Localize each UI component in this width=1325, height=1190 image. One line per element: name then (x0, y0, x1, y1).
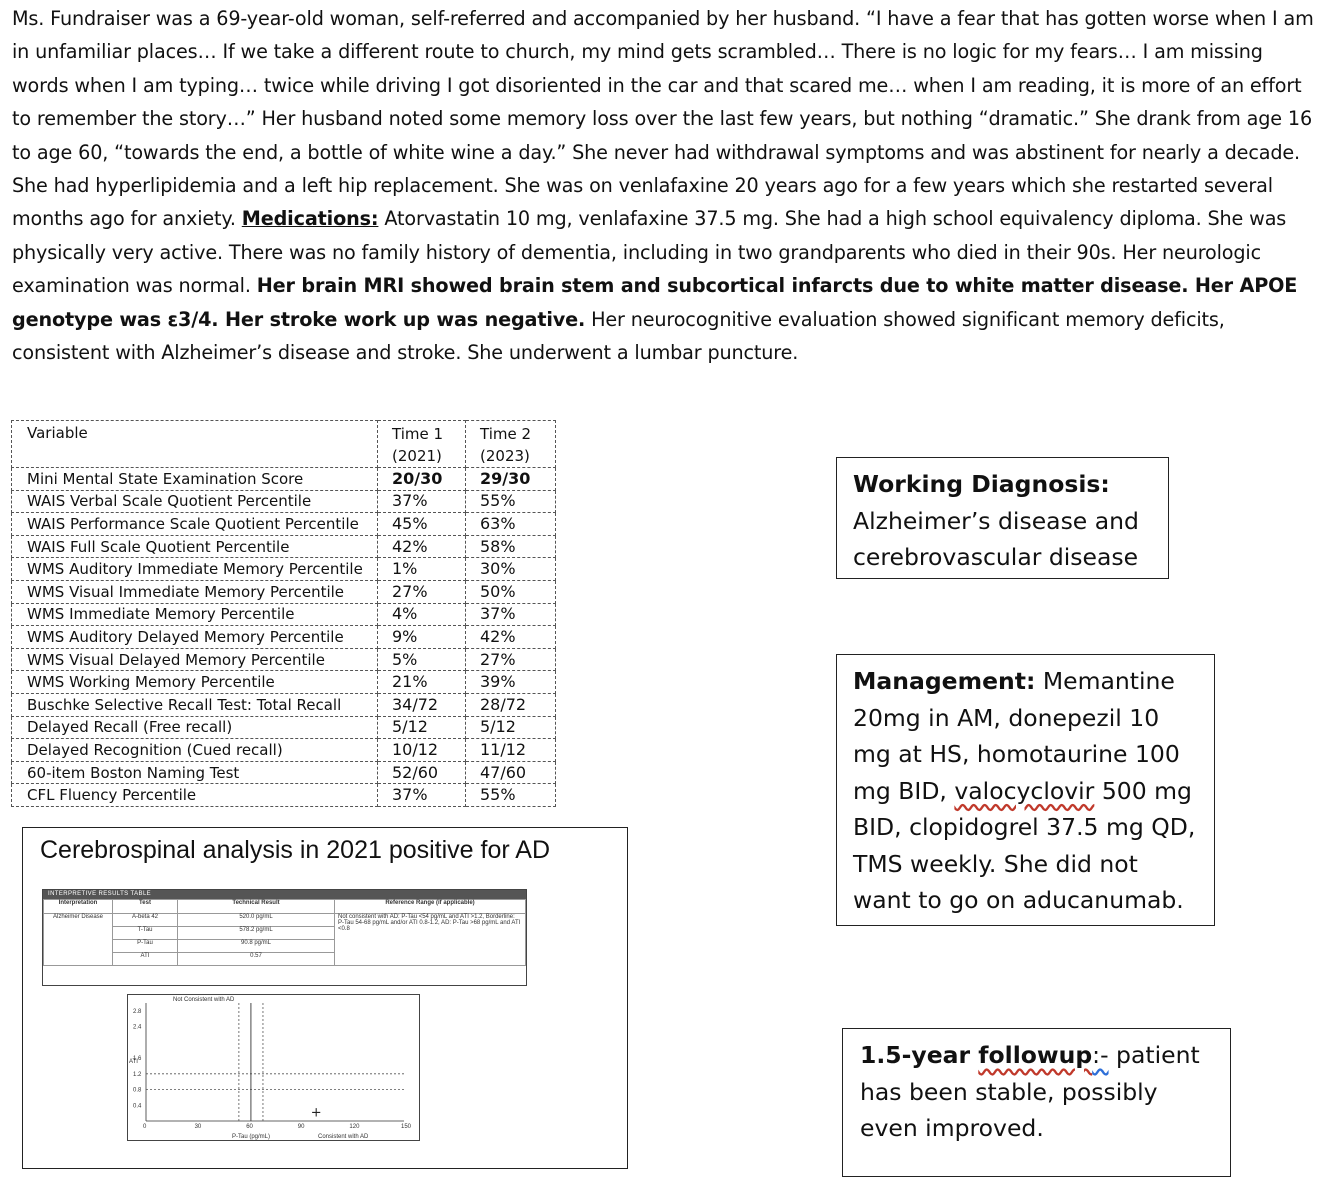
table-row (12, 468, 556, 491)
plot-x-tick-label: 120 (349, 1124, 360, 1130)
medications-label: Medications: (241, 207, 379, 231)
table-row (12, 671, 556, 694)
cell-time1: 45% (378, 513, 466, 536)
cell-variable: Delayed Recognition (Cued recall) (12, 739, 378, 762)
csf-result: 578.2 pg/mL (178, 927, 335, 940)
cell-variable: WMS Visual Delayed Memory Percentile (12, 648, 378, 671)
cell-time1: 5/12 (378, 716, 466, 739)
cell-time1: 10/12 (378, 739, 466, 762)
cell-time1: 34/72 (378, 693, 466, 716)
cell-time2: 39% (466, 671, 556, 694)
csf-row (44, 914, 526, 927)
plot-top-label: Not Consistent with AD (173, 997, 235, 1003)
cell-variable: CFL Fluency Percentile (12, 784, 378, 807)
plot-data-point: + (310, 1105, 322, 1121)
cell-variable: WMS Working Memory Percentile (12, 671, 378, 694)
header-time1-label: Time 1 (392, 425, 444, 443)
csf-analysis-panel (22, 827, 628, 1169)
cell-variable: 60-item Boston Naming Test (12, 761, 378, 784)
cell-variable: Mini Mental State Examination Score (12, 468, 378, 491)
cell-time2: 63% (466, 513, 556, 536)
cell-variable: WAIS Full Scale Quotient Percentile (12, 535, 378, 558)
cell-time1: 1% (378, 558, 466, 581)
plot-x-tick-label: 90 (297, 1124, 305, 1130)
cell-variable: WAIS Verbal Scale Quotient Percentile (12, 490, 378, 513)
followup-text: patient has been stable, possibly even improved. (860, 1041, 1200, 1142)
narrative-text-3: Her neurocognitive evaluation showed significant memory deficits, consistent with Alzheimer’s disease and stroke. She underwent a lumbar puncture. (12, 307, 1225, 365)
csf-test: T-Tau (113, 927, 178, 940)
cell-time1: 37% (378, 490, 466, 513)
table-row (12, 490, 556, 513)
plot-y-tick-label: 0.8 (133, 1087, 142, 1094)
cell-time1: 37% (378, 784, 466, 807)
cell-variable: WMS Auditory Delayed Memory Percentile (12, 626, 378, 649)
cell-time2: 29/30 (466, 468, 556, 491)
csf-result: 0.57 (178, 953, 335, 966)
cell-time2: 47/60 (466, 761, 556, 784)
cell-variable: WMS Auditory Immediate Memory Percentile (12, 558, 378, 581)
diagnosis-text: Alzheimer’s disease and cerebrovascular disease (853, 506, 1139, 571)
table-body (12, 468, 556, 807)
csf-header-result: Technical Result (178, 900, 335, 914)
table-row (12, 693, 556, 716)
cell-time2: 37% (466, 603, 556, 626)
plot-y-tick-label: 1.2 (133, 1071, 142, 1078)
spellcheck-flagged-word: valocyclovir (954, 776, 1095, 805)
plot-x-axis-label: P-Tau (pg/mL) (232, 1134, 271, 1140)
cell-variable: WMS Visual Immediate Memory Percentile (12, 580, 378, 603)
plot-x-tick-label: 60 (246, 1124, 253, 1130)
cell-time2: 27% (466, 648, 556, 671)
followup-box (842, 1028, 1231, 1177)
followup-label-tail: :- (1092, 1041, 1109, 1069)
header-time2-year: (2023) (480, 447, 530, 465)
case-narrative (12, 2, 1320, 369)
header-variable: Variable (12, 421, 378, 468)
plot-y-axis-label: ATI (129, 1059, 138, 1065)
csf-scatter-plot (127, 994, 420, 1141)
csf-header-test: Test (113, 900, 178, 914)
management-text-b: 500 mg BID, clopidogrel 37.5 mg QD, TMS weekly. She did not want to go on aducanumab. (853, 776, 1196, 914)
cell-time1: 20/30 (378, 468, 466, 491)
narrative-bold-findings: Her brain MRI showed brain stem and subcortical infarcts due to white matter disease. Her APOE genotype was ε3/4. Her stroke work up was negative. (12, 274, 1298, 331)
table-row (12, 535, 556, 558)
csf-result: 90.8 pg/mL (178, 940, 335, 953)
narrative-text-2: Atorvastatin 10 mg, venlafaxine 37.5 mg. She had a high school equivalency diploma. She was physically very active. There was no family history of dementia, including in two grandparents who died in their 90s. Her neurologic examination was normal. (12, 207, 1287, 298)
table-row (12, 626, 556, 649)
cell-time1: 5% (378, 648, 466, 671)
plot-y-tick-label: 2.8 (133, 1008, 142, 1015)
table-row (12, 603, 556, 626)
cell-variable: Delayed Recall (Free recall) (12, 716, 378, 739)
header-time2 (466, 421, 556, 468)
csf-result: 520.0 pg/mL (178, 914, 335, 927)
cell-time1: 4% (378, 603, 466, 626)
table-row (12, 761, 556, 784)
csf-header-interpretation: Interpretation (44, 900, 113, 914)
cell-variable: Buschke Selective Recall Test: Total Recall (12, 693, 378, 716)
cell-time2: 11/12 (466, 739, 556, 762)
cell-time1: 21% (378, 671, 466, 694)
followup-label (860, 1041, 1092, 1069)
cell-time2: 55% (466, 784, 556, 807)
csf-table-header (44, 900, 526, 914)
cell-time1: 52/60 (378, 761, 466, 784)
cell-variable: WAIS Performance Scale Quotient Percentile (12, 513, 378, 536)
plot-x-axis-right-label: Consistent with AD (318, 1134, 369, 1140)
cell-time2: 5/12 (466, 716, 556, 739)
csf-reference: Not consistent with AD: P-Tau <54 pg/mL and ATI >1.2, Borderline: P-Tau 54-68 pg/mL and/or ATI 0.8-1.2, AD: P-Tau >68 pg/mL and ATI <0.8 (335, 914, 526, 966)
plot-x-tick-label: 150 (401, 1124, 412, 1130)
table-row (12, 716, 556, 739)
cell-time2: 42% (466, 626, 556, 649)
plot-y-tick-label: 1.6 (133, 1056, 142, 1063)
management-box (836, 654, 1215, 926)
header-time1 (378, 421, 466, 468)
csf-title: Cerebrospinal analysis in 2021 positive for AD (40, 836, 550, 864)
table-row (12, 558, 556, 581)
neurocognitive-results-table (11, 420, 556, 807)
cell-time2: 55% (466, 490, 556, 513)
followup-label-flagged: followup (978, 1041, 1093, 1069)
management-text-a: Memantine 20mg in AM, donepezil 10 mg at HS, homotaurine 100 mg BID, (853, 667, 1180, 805)
followup-label-word: 1.5-year (860, 1041, 979, 1069)
table-header-row (12, 421, 556, 468)
csf-test: P-Tau (113, 940, 178, 953)
cell-time1: 9% (378, 626, 466, 649)
cell-variable: WMS Immediate Memory Percentile (12, 603, 378, 626)
table-row (12, 580, 556, 603)
header-time1-year: (2021) (392, 447, 442, 465)
csf-plot-svg (128, 995, 419, 1140)
cell-time2: 28/72 (466, 693, 556, 716)
plot-x-tick-label: 30 (194, 1124, 202, 1130)
csf-header-reference: Reference Range (if applicable) (335, 900, 526, 914)
working-diagnosis-box (836, 457, 1169, 579)
table-row (12, 648, 556, 671)
cell-time1: 42% (378, 535, 466, 558)
csf-results-table (42, 889, 527, 986)
plot-y-tick-label: 2.4 (133, 1024, 142, 1031)
table-row (12, 739, 556, 762)
narrative-text-1: Ms. Fundraiser was a 69-year-old woman, self-referred and accompanied by her husband. “I have a fear that has gotten worse when I am in unfamiliar places… If we take a different route to church, my mind gets scrambled… There is no logic for my fears… I am missing words when I am typing… twice while driving I got disoriented in the car and that scared me… when I am reading, it is more of an effort to remember the story…” Her husband noted some memory loss over the last few years, but nothing “dramatic.” She drank from age 16 to age 60, “towards the end, a bottle of white wine a day.” She never had withdrawal symptoms and was abstinent for nearly a decade. She had hyperlipidemia and a left hip replacement. She was on venlafaxine 20 years ago for a few years which she restarted several months ago for anxiety. (12, 7, 1314, 231)
plot-x-tick-label: 0 (143, 1124, 147, 1130)
table-row (12, 513, 556, 536)
header-time2-label: Time 2 (480, 425, 532, 443)
diagnosis-label: Working Diagnosis: (853, 470, 1110, 498)
cell-time2: 30% (466, 558, 556, 581)
cell-time2: 58% (466, 535, 556, 558)
csf-test: A-beta 42 (113, 914, 178, 927)
csf-table-bar: INTERPRETIVE RESULTS TABLE (43, 890, 526, 899)
cell-time2: 50% (466, 580, 556, 603)
table-row (12, 784, 556, 807)
csf-test: ATI (113, 953, 178, 966)
csf-interpretation: Alzheimer Disease (44, 914, 113, 966)
plot-y-tick-label: 0.4 (133, 1103, 142, 1110)
management-label: Management: (853, 667, 1036, 695)
cell-time1: 27% (378, 580, 466, 603)
